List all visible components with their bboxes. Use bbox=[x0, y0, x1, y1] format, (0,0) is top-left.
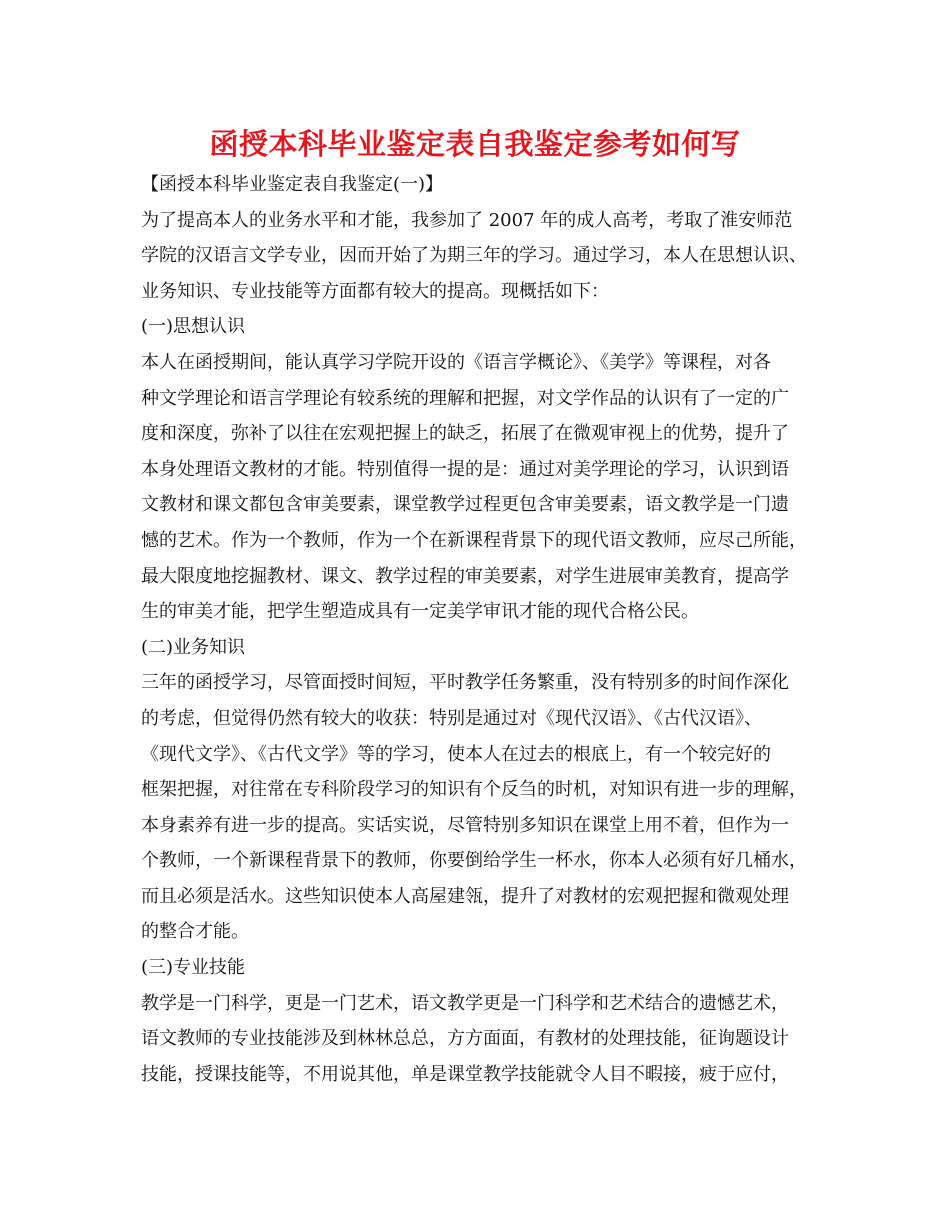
text-line: 框架把握，对往常在专科阶段学习的知识有个反刍的时机，对知识有进一步的理解， bbox=[141, 779, 807, 801]
section-heading: (二)业务知识 bbox=[141, 636, 246, 658]
text-line: 度和深度，弥补了以往在宏观把握上的缺乏，拓展了在微观审视上的优势，提升了 bbox=[141, 423, 789, 445]
text-line: 语文教师的专业技能涉及到林林总总，方方面面，有教材的处理技能，征询题设计 bbox=[141, 1028, 789, 1050]
text-line: 三年的函授学习，尽管面授时间短，平时教学任务繁重，没有特别多的时间作深化 bbox=[141, 672, 789, 694]
document-title: 函授本科毕业鉴定表自我鉴定参考如何写 bbox=[209, 127, 741, 161]
text-line: 生的审美才能，把学生塑造成具有一定美学审讯才能的现代合格公民。 bbox=[141, 601, 699, 623]
document-body bbox=[141, 167, 831, 1092]
text-line: 的考虑，但觉得仍然有较大的收获：特别是通过对《现代汉语》、《古代汉语》、 bbox=[141, 707, 762, 729]
text-line: 憾的艺术。作为一个教师，作为一个在新课程背景下的现代语文教师，应尽己所能， bbox=[141, 529, 807, 551]
text-line: 教学是一门科学，更是一门艺术，语文教学更是一门科学和艺术结合的遗憾艺术， bbox=[141, 992, 789, 1014]
text-line: 《现代文学》、《古代文学》等的学习，使本人在过去的根底上，有一个较完好的 bbox=[141, 743, 771, 765]
text-line: 学院的汉语言文学专业，因而开始了为期三年的学习。通过学习，本人在思想认识、 bbox=[141, 245, 807, 267]
text-line: 【函授本科毕业鉴定表自我鉴定(一)】 bbox=[141, 174, 444, 195]
text-line: 最大限度地挖掘教材、课文、教学过程的审美要素，对学生进展审美教育，提高学 bbox=[141, 565, 789, 587]
text-line: 为了提高本人的业务水平和才能，我参加了 2007 年的成人高考，考取了淮安师范 bbox=[141, 209, 793, 231]
text-line: 而且必须是活水。这些知识使本人高屋建瓴，提升了对教材的宏观把握和微观处理 bbox=[141, 885, 789, 907]
text-line: 的整合才能。 bbox=[141, 921, 249, 943]
text-line: 技能，授课技能等，不用说其他，单是课堂教学技能就令人目不暇接，疲于应付， bbox=[141, 1063, 789, 1085]
text-line: 文教材和课文都包含审美要素，课堂教学过程更包含审美要素，语文教学是一门遗 bbox=[141, 494, 789, 516]
text-line: 本身素养有进一步的提高。实话实说，尽管特别多知识在课堂上用不着，但作为一 bbox=[141, 814, 789, 836]
text-line: 本身处理语文教材的才能。特别值得一提的是：通过对美学理论的学习，认识到语 bbox=[141, 458, 789, 480]
section-heading: (三)专业技能 bbox=[141, 957, 246, 979]
text-line: 业务知识、专业技能等方面都有较大的提高。现概括如下： bbox=[141, 280, 609, 302]
text-line: 种文学理论和语言学理论有较系统的理解和把握，对文学作品的认识有了一定的广 bbox=[141, 387, 789, 409]
text-line: 个教师，一个新课程背景下的教师，你要倒给学生一杯水，你本人必须有好几桶水， bbox=[141, 850, 807, 872]
text-line: 本人在函授期间，能认真学习学院开设的《语言学概论》、《美学》等课程，对各 bbox=[141, 351, 771, 373]
section-heading: (一)思想认识 bbox=[141, 316, 246, 338]
